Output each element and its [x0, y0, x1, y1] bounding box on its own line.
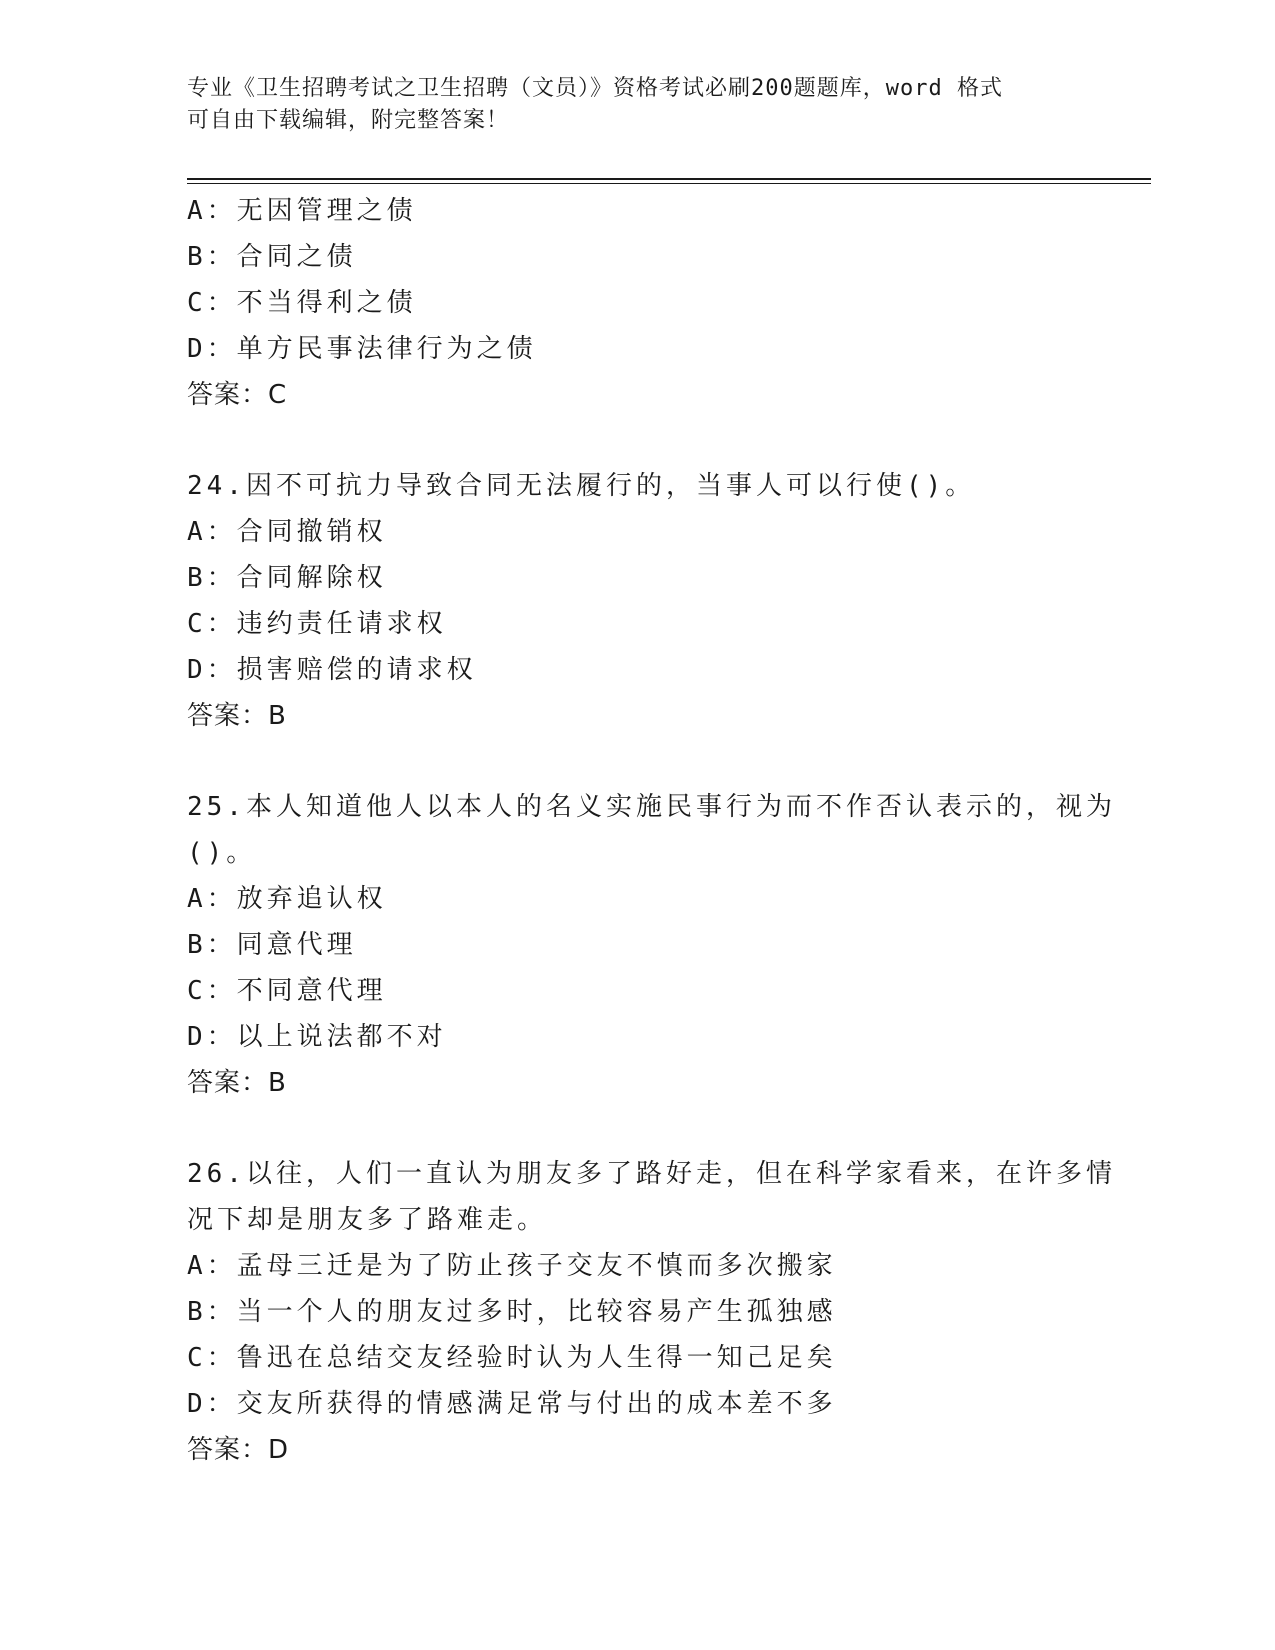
answer-text: 答案：B [187, 1068, 287, 1098]
question-26 [187, 1151, 1116, 1473]
option-b: B：同意代理 [187, 930, 357, 960]
document-header [187, 73, 1087, 137]
question-stem: 24.因不可抗力导致合同无法履行的，当事人可以行使()。 [187, 471, 976, 501]
question-stem-line-2: 况下却是朋友多了路难走。 [187, 1205, 548, 1235]
question-stem-line-1: 25.本人知道他人以本人的名义实施民事行为而不作否认表示的，视为 [187, 792, 1116, 822]
header-divider-thin [187, 183, 1151, 184]
option-d: D：交友所获得的情感满足常与付出的成本差不多 [187, 1389, 837, 1419]
header-title-line-1: 专业《卫生招聘考试之卫生招聘（文员）》资格考试必刷200题题库，word 格式 [187, 76, 1003, 101]
option-a: A：放弃追认权 [187, 884, 387, 914]
question-25 [187, 784, 1116, 1106]
option-b: B：合同解除权 [187, 563, 387, 593]
spacer [187, 418, 1087, 463]
option-d: D：损害赔偿的请求权 [187, 655, 477, 685]
question-stem-line-2: ()。 [187, 838, 257, 868]
option-c: C：鲁迅在总结交友经验时认为人生得一知己足矣 [187, 1343, 837, 1373]
option-a: A：无因管理之债 [187, 196, 417, 226]
question-23 [187, 188, 1087, 418]
option-d: D：以上说法都不对 [187, 1022, 447, 1052]
spacer [187, 1106, 1087, 1151]
header-divider-thick [187, 178, 1151, 180]
option-d: D：单方民事法律行为之债 [187, 334, 537, 364]
spacer [187, 739, 1087, 784]
answer-text: 答案：B [187, 701, 287, 731]
option-a: A：合同撤销权 [187, 517, 387, 547]
answer-text: 答案：D [187, 1435, 290, 1465]
question-stem-line-1: 26.以往，人们一直认为朋友多了路好走，但在科学家看来，在许多情 [187, 1159, 1116, 1189]
header-title-line-2: 可自由下载编辑，附完整答案！ [187, 108, 510, 133]
option-c: C：违约责任请求权 [187, 609, 447, 639]
option-b: B：合同之债 [187, 242, 357, 272]
option-c: C：不同意代理 [187, 976, 387, 1006]
option-a: A：孟母三迁是为了防止孩子交友不慎而多次搬家 [187, 1251, 837, 1281]
question-list [187, 188, 1116, 1473]
option-c: C：不当得利之债 [187, 288, 417, 318]
question-24 [187, 463, 1087, 739]
answer-text: 答案：C [187, 380, 288, 410]
option-b: B：当一个人的朋友过多时，比较容易产生孤独感 [187, 1297, 837, 1327]
